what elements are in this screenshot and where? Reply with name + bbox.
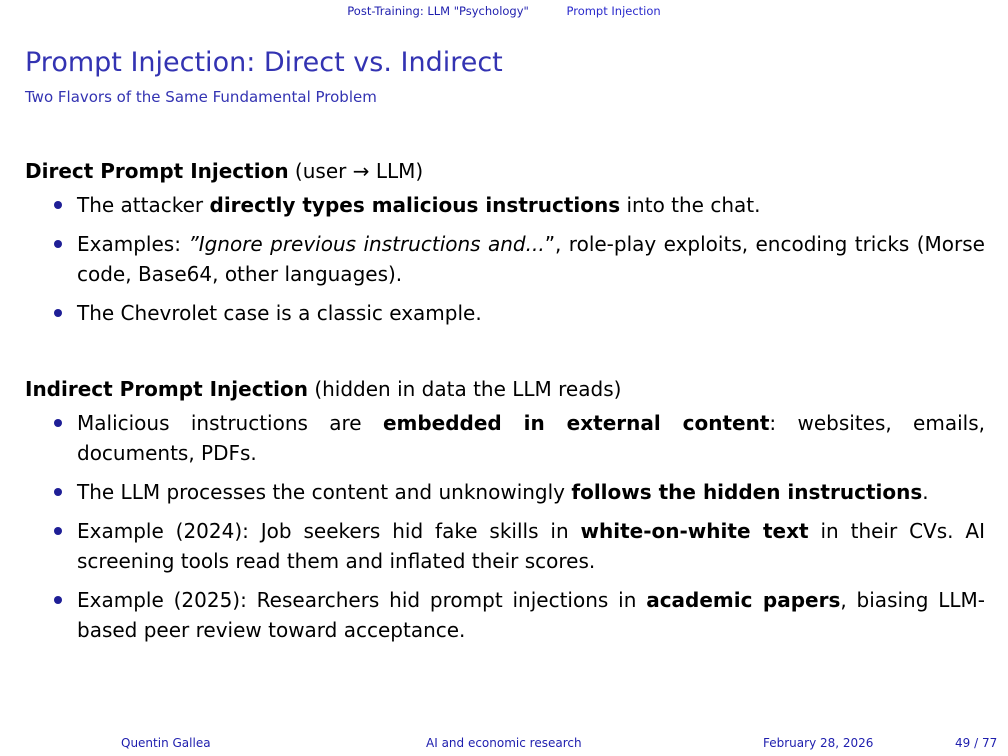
footer-date: February 28, 2026 [763,736,874,750]
header-section-link[interactable]: Post-Training: LLM "Psychology" [347,4,529,18]
indirect-injection-block [25,374,985,654]
footer-page-number: 49 / 77 [955,736,998,750]
indirect-heading-bold: Indirect Prompt Injection [25,377,308,401]
bullet-icon [54,309,62,317]
frame-title: Prompt Injection: Direct vs. Indirect [25,47,503,78]
list-item: Examples: ”Ignore previous instructions and...”, role-play exploits, encoding tricks (Morse code, Base64, other languages). [25,229,985,289]
direct-heading-rest: (user → LLM) [294,159,424,183]
bullet-icon [54,527,62,535]
bullet-icon [54,419,62,427]
direct-injection-heading [25,156,985,186]
list-item: The LLM processes the content and unknowingly follows the hidden instructions. [25,477,985,507]
direct-heading-bold: Direct Prompt Injection [25,159,289,183]
list-item: The Chevrolet case is a classic example. [25,298,985,328]
bullet-icon [54,240,62,248]
footer-title: AI and economic research [426,736,582,750]
list-item: Example (2025): Researchers hid prompt injections in academic papers, biasing LLM-based peer review toward acceptance. [25,585,985,645]
bullet-icon [54,596,62,604]
list-item: Malicious instructions are embedded in external content: websites, emails, documents, PDFs. [25,408,985,468]
navigation-header [0,4,1008,18]
indirect-heading-rest: (hidden in data the LLM reads) [314,377,622,401]
direct-injection-block [25,156,985,337]
list-item: The attacker directly types malicious instructions into the chat. [25,190,985,220]
footer [0,736,1008,752]
indirect-injection-heading [25,374,985,404]
bullet-icon [54,488,62,496]
frame-subtitle: Two Flavors of the Same Fundamental Problem [25,88,377,106]
bullet-icon [54,201,62,209]
footer-author: Quentin Gallea [121,736,211,750]
header-subsection-link[interactable]: Prompt Injection [566,4,661,18]
list-item: Example (2024): Job seekers hid fake skills in white-on-white text in their CVs. AI screening tools read them and inflated their scores. [25,516,985,576]
